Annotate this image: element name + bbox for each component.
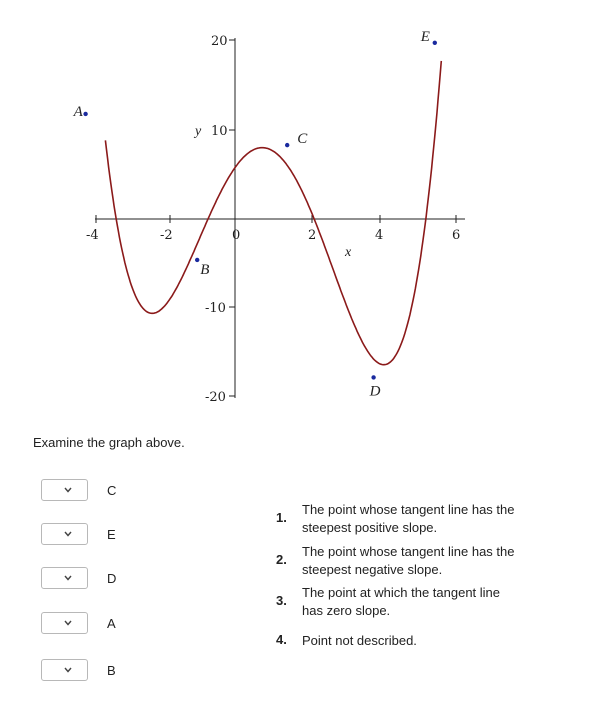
point-d-marker: [371, 375, 375, 379]
point-a-marker: [83, 112, 87, 116]
description-item: [276, 501, 517, 537]
match-row: [41, 523, 116, 545]
match-row: [41, 479, 116, 501]
answer-select[interactable]: [41, 659, 88, 681]
description-number: 3.: [276, 593, 287, 608]
description-number: 1.: [276, 510, 287, 525]
point-c-label: C: [297, 131, 308, 148]
chevron-down-icon: [64, 487, 72, 493]
point-label: E: [107, 526, 116, 542]
description-text: The point whose tangent line has the steepest negative slope.: [302, 544, 515, 577]
description-item: [276, 543, 517, 579]
x-tick-label: 0: [232, 228, 241, 243]
point-d-label: D: [369, 383, 381, 400]
match-row: [41, 567, 116, 589]
point-label: B: [107, 662, 116, 678]
description-text: Point not described.: [302, 633, 417, 648]
description-number: 4.: [276, 632, 287, 647]
point-a-label: A: [73, 103, 83, 120]
match-row: [41, 612, 116, 634]
point-label: A: [107, 615, 116, 631]
point-b-label: B: [200, 261, 210, 278]
x-tick-label: -2: [160, 228, 173, 243]
point-e-label: E: [420, 28, 430, 45]
x-axis-label: x: [345, 245, 352, 260]
chevron-down-icon: [64, 620, 72, 626]
point-b-marker: [195, 258, 199, 262]
chevron-down-icon: [64, 575, 72, 581]
point-e-marker: [433, 41, 437, 45]
description-item: [276, 584, 517, 620]
point-c-marker: [285, 143, 289, 147]
match-row: [41, 659, 116, 681]
answer-select[interactable]: [41, 567, 88, 589]
point-label: D: [107, 570, 117, 586]
y-axis-label: y: [195, 124, 202, 139]
y-tick-label: -20: [205, 390, 226, 405]
x-tick-label: 2: [308, 228, 317, 243]
function-curve: [105, 61, 441, 365]
x-tick-label: 6: [452, 228, 461, 243]
chevron-down-icon: [64, 667, 72, 673]
x-tick-label: 4: [375, 228, 384, 243]
description-number: 2.: [276, 552, 287, 567]
y-tick-label: 10: [211, 124, 228, 139]
x-tick-label: -4: [86, 228, 99, 243]
description-text: The point at which the tangent line has zero slope.: [302, 585, 501, 618]
point-label: C: [107, 482, 117, 498]
answer-select[interactable]: [41, 612, 88, 634]
answer-select[interactable]: [41, 479, 88, 501]
y-tick-marks: [229, 40, 235, 396]
y-tick-label: 20: [211, 34, 228, 49]
y-tick-label: -10: [205, 301, 226, 316]
description-text: The point whose tangent line has the steepest positive slope.: [302, 502, 515, 535]
description-item: [276, 632, 517, 650]
chevron-down-icon: [64, 531, 72, 537]
instruction-text: Examine the graph above.: [33, 435, 185, 450]
answer-select[interactable]: [41, 523, 88, 545]
